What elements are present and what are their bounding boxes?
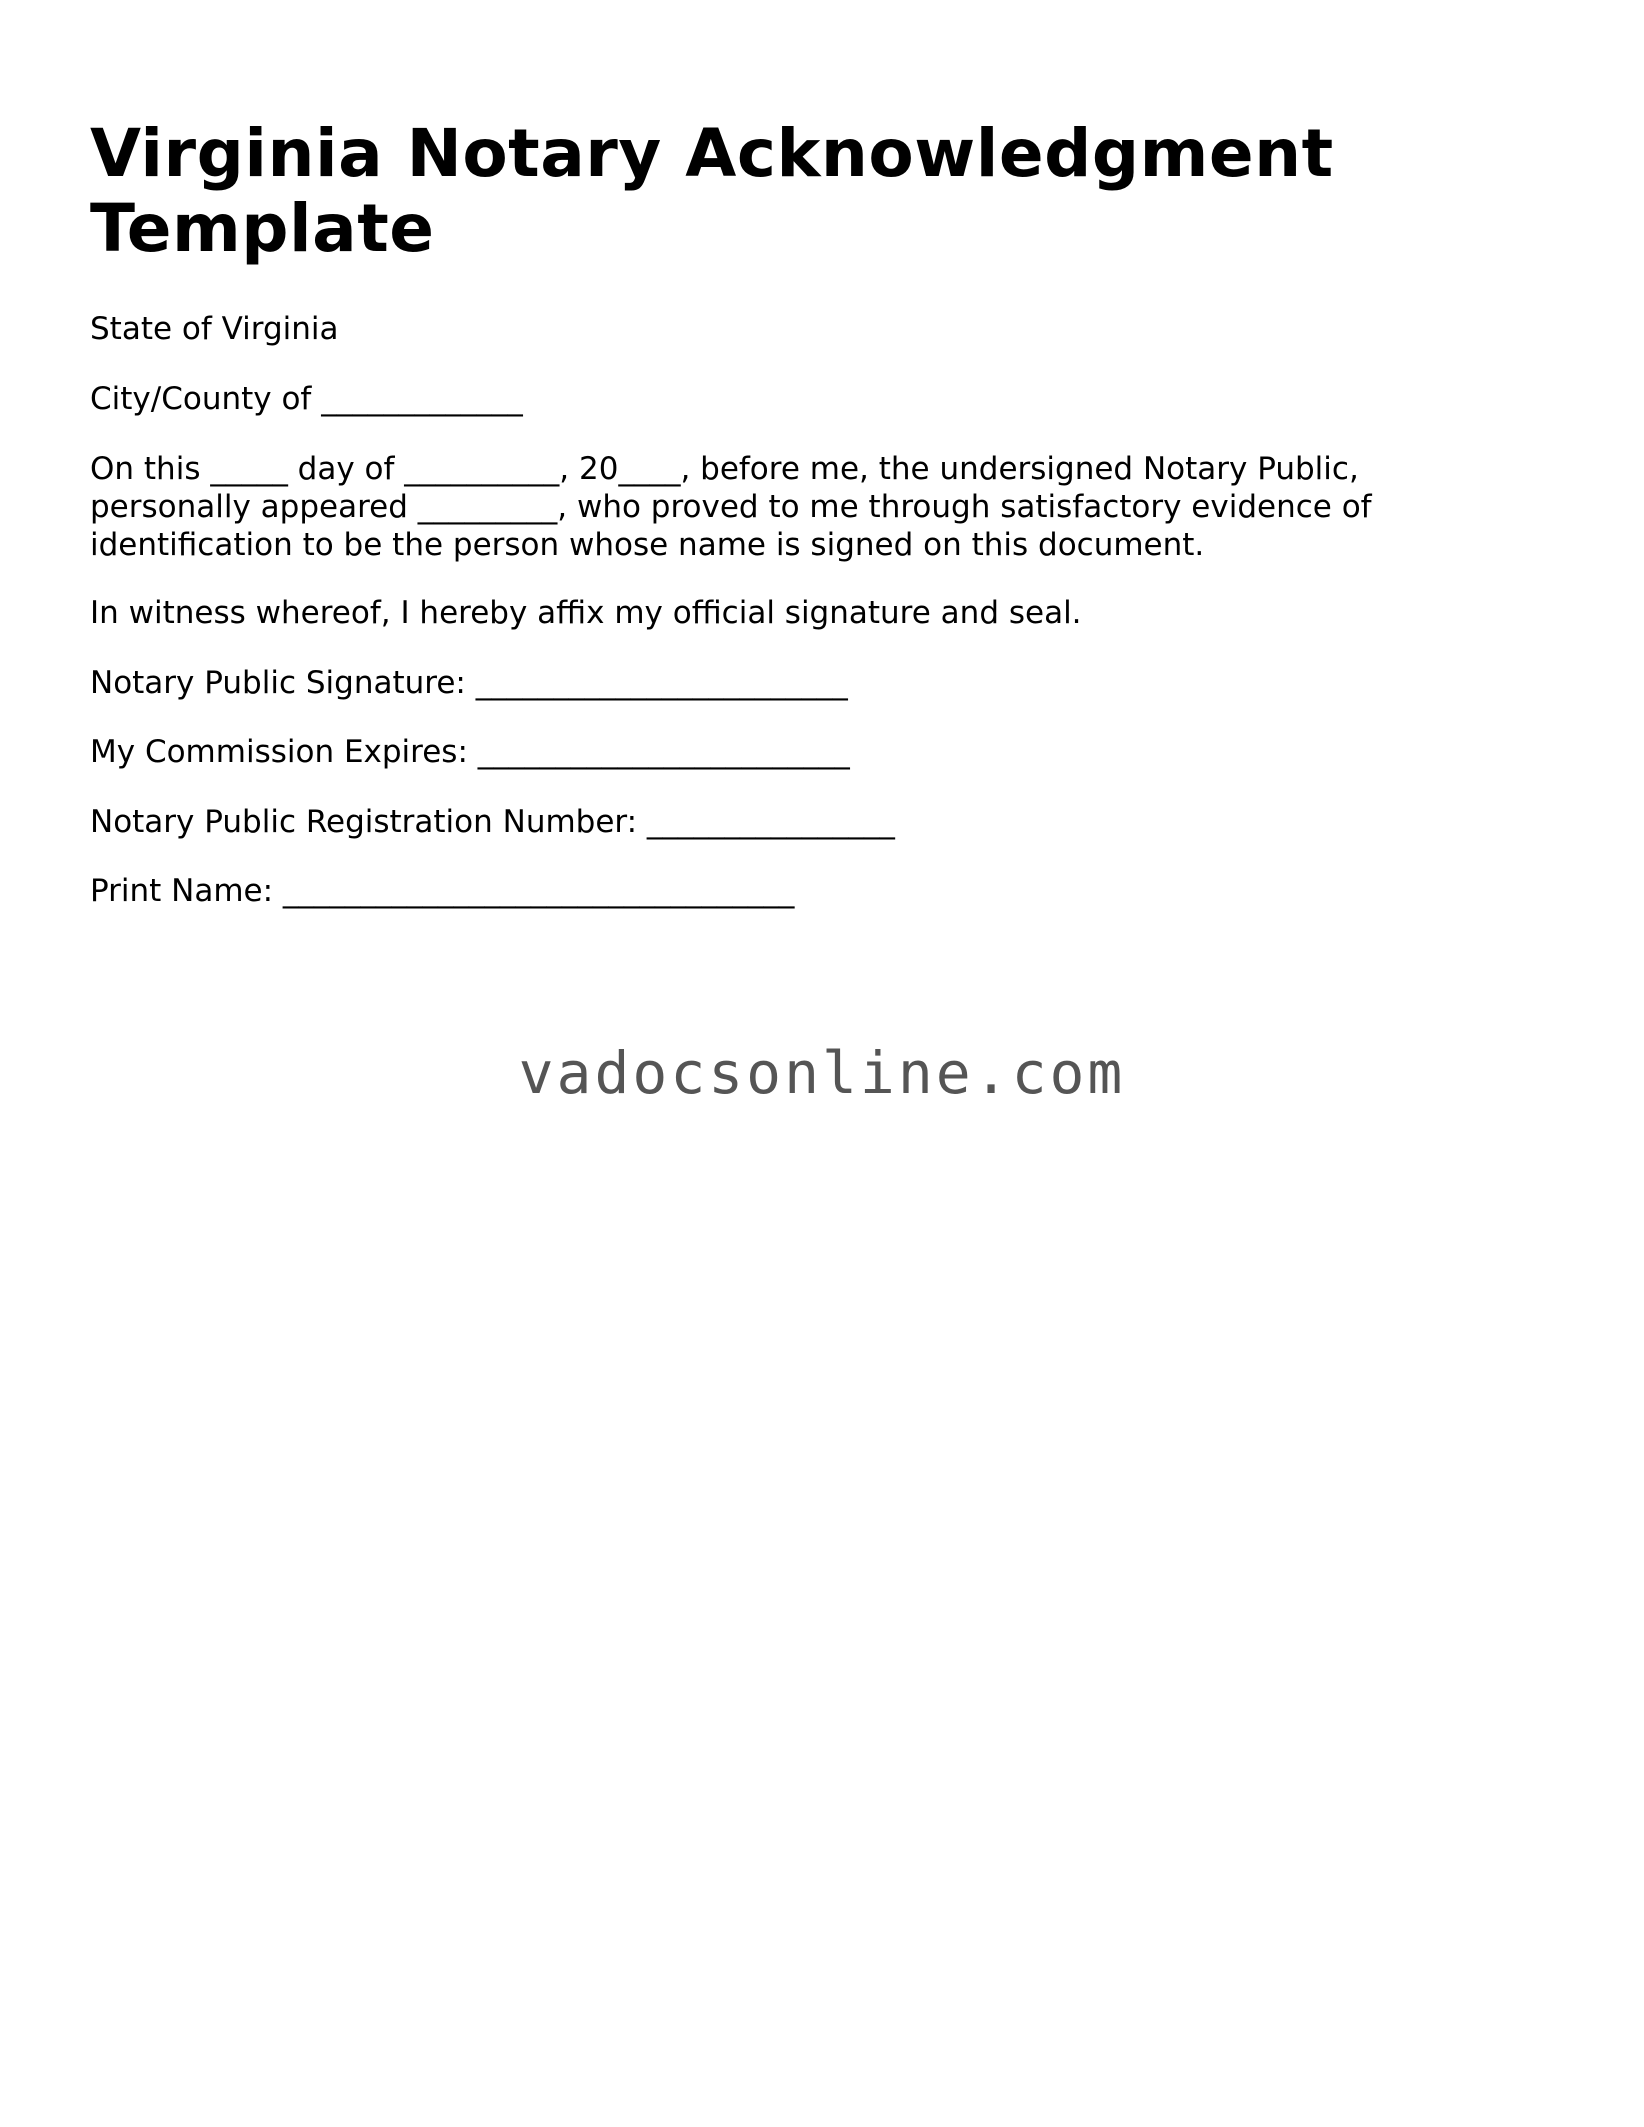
document-title: Virginia Notary Acknowledgment Template xyxy=(90,115,1334,267)
state-line: State of Virginia xyxy=(90,311,339,347)
commission-line: My Commission Expires: ________________________ xyxy=(90,734,850,770)
acknowledgment-paragraph: On this _____ day of __________, 20____, before me, the undersigned Notary Public, personally appeared _________, who proved to me through satisfactory evidence of identification to be the person whose name is signed on this document. xyxy=(90,451,1372,563)
registration-number-line: Notary Public Registration Number: ________________ xyxy=(90,804,895,840)
watermark: vadocsonline.com xyxy=(518,1039,1126,1107)
witness-line: In witness whereof, I hereby affix my official signature and seal. xyxy=(90,595,1082,631)
signature-line: Notary Public Signature: ________________________ xyxy=(90,665,848,701)
county-line: City/County of _____________ xyxy=(90,381,523,417)
print-name-line: Print Name: _________________________________ xyxy=(90,873,795,909)
